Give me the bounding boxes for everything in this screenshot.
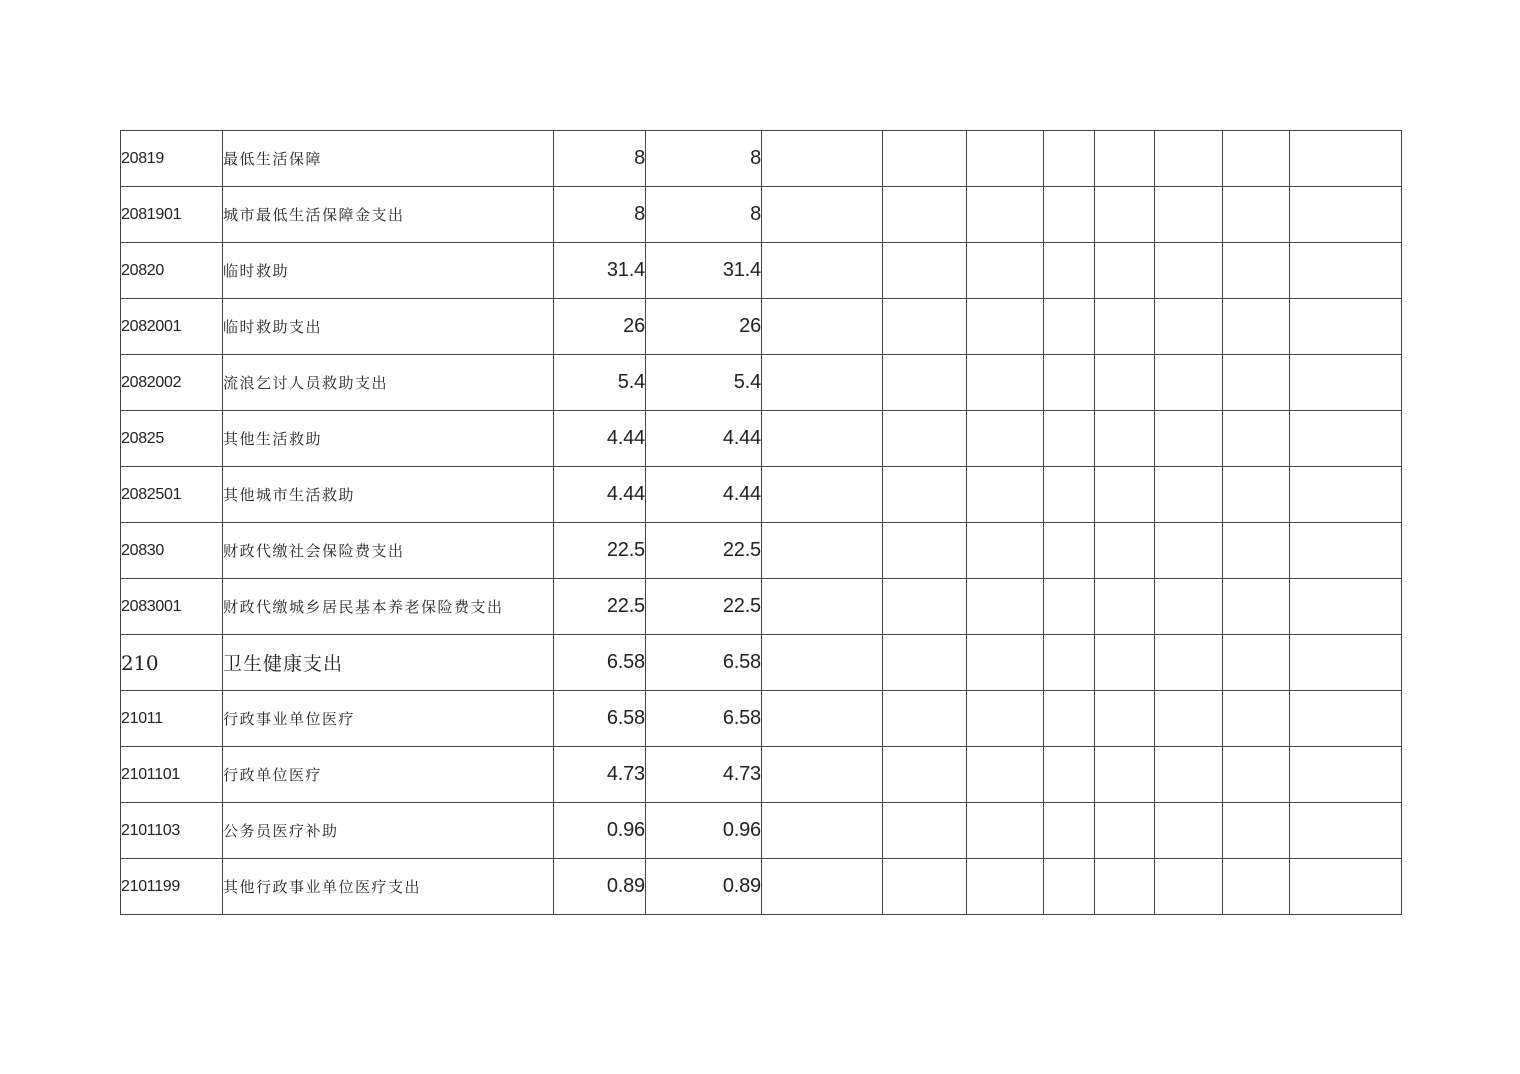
empty-cell [967,691,1044,747]
empty-cell [1044,355,1095,411]
empty-cell [1290,523,1402,579]
account-name-cell: 财政代缴城乡居民基本养老保险费支出 [223,579,554,635]
table-row [121,747,1402,803]
basic-expenditure-total-cell: 8 [646,131,762,187]
empty-cell [1044,579,1095,635]
empty-cell [1044,803,1095,859]
budget-amount-cell: 26 [554,299,646,355]
empty-cell [762,131,883,187]
empty-cell [1095,467,1155,523]
basic-expenditure-total-cell: 0.96 [646,803,762,859]
empty-cell [762,803,883,859]
table-row [121,187,1402,243]
empty-cell [1044,187,1095,243]
empty-cell [967,747,1044,803]
empty-cell [1095,411,1155,467]
empty-cell [762,243,883,299]
empty-cell [883,523,967,579]
empty-cell [762,523,883,579]
empty-cell [1044,299,1095,355]
empty-cell [1155,355,1223,411]
account-code-cell: 2082001 [121,299,223,355]
budget-expenditure-table [120,130,1402,915]
budget-amount-cell: 22.5 [554,579,646,635]
empty-cell [1095,187,1155,243]
empty-cell [762,187,883,243]
empty-cell [883,635,967,691]
empty-cell [762,355,883,411]
empty-cell [967,523,1044,579]
basic-expenditure-total-cell: 4.44 [646,411,762,467]
account-code-cell: 21011 [121,691,223,747]
empty-cell [1290,803,1402,859]
empty-cell [883,691,967,747]
empty-cell [1290,243,1402,299]
empty-cell [1044,131,1095,187]
empty-cell [1155,803,1223,859]
empty-cell [883,803,967,859]
empty-cell [762,579,883,635]
empty-cell [1290,131,1402,187]
empty-cell [967,467,1044,523]
empty-cell [1095,355,1155,411]
table-row [121,859,1402,915]
budget-amount-cell: 6.58 [554,691,646,747]
empty-cell [1223,803,1290,859]
empty-cell [1095,691,1155,747]
empty-cell [1223,467,1290,523]
empty-cell [1044,467,1095,523]
empty-cell [1044,747,1095,803]
empty-cell [1290,467,1402,523]
account-code-cell: 20830 [121,523,223,579]
account-name-cell: 城市最低生活保障金支出 [223,187,554,243]
empty-cell [967,411,1044,467]
empty-cell [1155,859,1223,915]
empty-cell [1095,579,1155,635]
basic-expenditure-total-cell: 22.5 [646,523,762,579]
account-name-cell: 行政事业单位医疗 [223,691,554,747]
empty-cell [883,747,967,803]
empty-cell [883,411,967,467]
budget-amount-cell: 6.58 [554,635,646,691]
account-code-cell: 2081901 [121,187,223,243]
table-row [121,523,1402,579]
empty-cell [967,243,1044,299]
empty-cell [967,187,1044,243]
account-name-cell: 其他生活救助 [223,411,554,467]
empty-cell [1155,523,1223,579]
empty-cell [762,691,883,747]
empty-cell [1044,691,1095,747]
basic-expenditure-total-cell: 5.4 [646,355,762,411]
empty-cell [1155,467,1223,523]
account-code-cell: 2082501 [121,467,223,523]
table-row [121,467,1402,523]
account-code-cell: 20825 [121,411,223,467]
basic-expenditure-total-cell: 4.73 [646,747,762,803]
basic-expenditure-total-cell: 6.58 [646,691,762,747]
empty-cell [967,355,1044,411]
empty-cell [1290,691,1402,747]
account-code-cell: 2101199 [121,859,223,915]
empty-cell [1044,859,1095,915]
budget-amount-cell: 0.89 [554,859,646,915]
basic-expenditure-total-cell: 8 [646,187,762,243]
empty-cell [762,467,883,523]
empty-cell [762,859,883,915]
table-row [121,411,1402,467]
account-name-cell: 其他城市生活救助 [223,467,554,523]
account-code-cell: 2083001 [121,579,223,635]
account-code-cell: 20819 [121,131,223,187]
account-name-cell: 公务员医疗补助 [223,803,554,859]
account-name-cell: 临时救助 [223,243,554,299]
basic-expenditure-total-cell: 6.58 [646,635,762,691]
table-row [121,131,1402,187]
empty-cell [1155,635,1223,691]
empty-cell [1290,635,1402,691]
empty-cell [1290,579,1402,635]
empty-cell [1223,691,1290,747]
account-name-cell: 流浪乞讨人员救助支出 [223,355,554,411]
empty-cell [967,859,1044,915]
basic-expenditure-total-cell: 0.89 [646,859,762,915]
budget-amount-cell: 4.44 [554,467,646,523]
empty-cell [1290,411,1402,467]
empty-cell [762,299,883,355]
table-row [121,579,1402,635]
empty-cell [1095,635,1155,691]
account-code-cell: 2101101 [121,747,223,803]
empty-cell [1290,299,1402,355]
account-name-cell: 最低生活保障 [223,131,554,187]
empty-cell [967,635,1044,691]
account-name-cell: 行政单位医疗 [223,747,554,803]
budget-amount-cell: 8 [554,131,646,187]
empty-cell [1044,411,1095,467]
empty-cell [1290,187,1402,243]
basic-expenditure-total-cell: 26 [646,299,762,355]
empty-cell [1044,523,1095,579]
account-name-cell: 卫生健康支出 [223,635,554,691]
empty-cell [883,299,967,355]
empty-cell [1095,859,1155,915]
budget-amount-cell: 5.4 [554,355,646,411]
empty-cell [1223,243,1290,299]
empty-cell [1155,243,1223,299]
basic-expenditure-total-cell: 4.44 [646,467,762,523]
empty-cell [1223,299,1290,355]
table-row [121,635,1402,691]
empty-cell [762,635,883,691]
basic-expenditure-total-cell: 22.5 [646,579,762,635]
table-row [121,299,1402,355]
empty-cell [1155,579,1223,635]
empty-cell [1155,187,1223,243]
budget-amount-cell: 22.5 [554,523,646,579]
empty-cell [1223,635,1290,691]
empty-cell [1044,243,1095,299]
empty-cell [1223,131,1290,187]
empty-cell [1223,523,1290,579]
empty-cell [1223,579,1290,635]
empty-cell [1223,187,1290,243]
empty-cell [883,859,967,915]
account-name-cell: 其他行政事业单位医疗支出 [223,859,554,915]
empty-cell [1290,747,1402,803]
basic-expenditure-total-cell: 31.4 [646,243,762,299]
budget-amount-cell: 8 [554,187,646,243]
empty-cell [1155,131,1223,187]
empty-cell [967,579,1044,635]
empty-cell [883,355,967,411]
empty-cell [1155,747,1223,803]
empty-cell [1223,747,1290,803]
empty-cell [1095,243,1155,299]
table-row [121,691,1402,747]
table-row [121,243,1402,299]
account-code-cell: 20820 [121,243,223,299]
account-code-cell: 2082002 [121,355,223,411]
empty-cell [1155,411,1223,467]
empty-cell [1223,411,1290,467]
table-row [121,355,1402,411]
empty-cell [762,411,883,467]
table-body [121,131,1402,915]
budget-amount-cell: 31.4 [554,243,646,299]
empty-cell [883,187,967,243]
empty-cell [1044,635,1095,691]
account-name-cell: 财政代缴社会保险费支出 [223,523,554,579]
account-code-cell: 2101103 [121,803,223,859]
budget-amount-cell: 4.73 [554,747,646,803]
empty-cell [1290,355,1402,411]
table-row [121,803,1402,859]
budget-amount-cell: 0.96 [554,803,646,859]
budget-amount-cell: 4.44 [554,411,646,467]
empty-cell [883,131,967,187]
empty-cell [1155,691,1223,747]
account-code-cell: 210 [121,635,223,691]
empty-cell [1290,859,1402,915]
empty-cell [762,747,883,803]
empty-cell [967,131,1044,187]
empty-cell [1095,299,1155,355]
empty-cell [1095,803,1155,859]
empty-cell [1095,523,1155,579]
empty-cell [883,579,967,635]
empty-cell [1223,859,1290,915]
empty-cell [1095,747,1155,803]
empty-cell [883,243,967,299]
empty-cell [967,803,1044,859]
empty-cell [883,467,967,523]
empty-cell [1155,299,1223,355]
empty-cell [967,299,1044,355]
empty-cell [1095,131,1155,187]
empty-cell [1223,355,1290,411]
account-name-cell: 临时救助支出 [223,299,554,355]
